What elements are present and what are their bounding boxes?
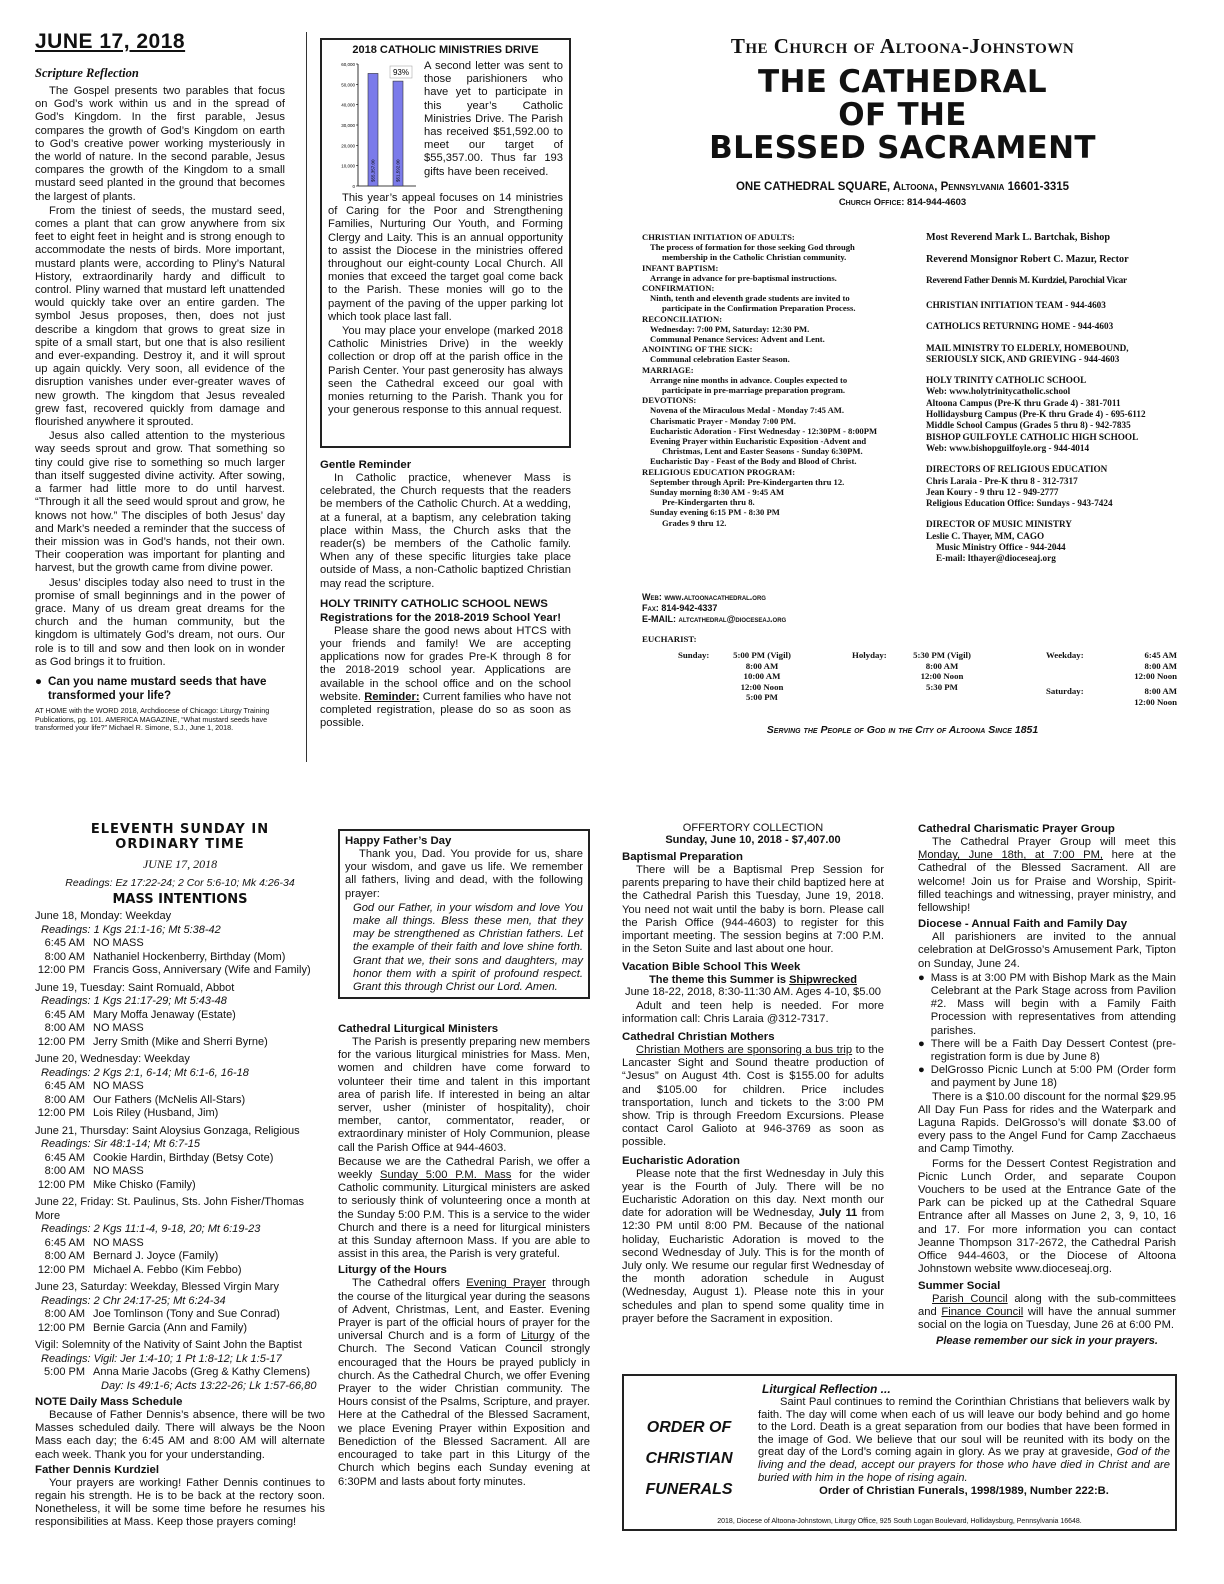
mass-intention-time: 12:00 PM [37,1321,85,1334]
service-line: Sunday evening 6:15 PM - 8:30 PM [650,507,780,518]
mass-intention-name: Joe Tomlinson (Tony and Sue Conrad) [93,1308,280,1320]
contact-line: CHRISTIAN INITIATION TEAM - 944-4603 [926,300,1106,310]
gentle-reminder [320,458,571,731]
htcs-heading: HOLY TRINITY CATHOLIC SCHOOL NEWS [320,597,548,610]
bar-value-label: $55,357.00 [370,159,376,182]
adoration-heading: Eucharistic Adoration [622,1154,740,1167]
mass-day-readings: Readings: 1 Kgs 21:1-16; Mt 5:38-42 [41,923,221,936]
fathers-day-box [338,829,590,999]
bullet-icon: ● [918,1064,925,1077]
mass-intention-time: 8:00 AM [44,1165,85,1177]
mass-day [35,910,325,978]
vbs-help: Adult and teen help is needed. For more information call: Chris Laraia @312-7317. [622,999,884,1025]
service-line: Eucharistic Adoration - First Wednesday - 12:30PM - 8:00PM [650,425,878,436]
ministries-drive-box [320,38,571,448]
summer-social-heading: Summer Social [918,1279,1001,1292]
contact-line: DIRECTOR OF MUSIC MINISTRY [926,519,1072,530]
reflection-heading: Liturgical Reflection ... [762,1382,891,1396]
mass-intention [35,1009,325,1023]
mass-day-readings: Readings: 1 Kgs 21:17-29; Mt 5:43-48 [41,995,227,1007]
y-tick-label: 20,000 [341,143,355,149]
contact-line: BISHOP GUILFOYLE CATHOLIC HIGH SCHOOL [926,431,1139,442]
saturday-label: Saturday: [1046,686,1084,696]
mass-intention-name: Our Fathers (McNelis All-Stars) [93,1093,246,1106]
mass-intention-time: 6:45 AM [44,1236,85,1249]
ministry-contacts [926,300,1206,565]
service-line: membership in the Catholic Christian community. [662,252,847,263]
drive-text: A second letter was sent to those parishioners who have yet to participate in this year’s Catholic Ministries Drive. The Parish has received $51,592.00 to meet our target of $55,357.00. Thus far 193 gifts have been received. [424,60,563,178]
mass-intention-time: 8:00 AM [44,1308,85,1320]
scripture-citation: AT HOME with the WORD 2018, Archdiocese of Chicago: Liturgy Training Publications, pg. 101. AMERICA MAGAZINE, “What mustard seeds have transformed your life?” Michael R. Simone, S.J., June 1, 2018. [35,705,270,733]
family-day-heading: Diocese - Annual Faith and Family Day [918,918,1128,931]
note-text: Because of Father Dennis’s absence, there will be two Masses scheduled daily. There will always be the Noon Mass each day; the 6:45 AM and 8:00 AM will alternate each week. Thank you for your understanding. [35,1409,325,1461]
htcs-text: Please share the good news about HTCS with your friends and family! We are accepting applications now for grades Pre-K through 8 for the 2018-2019 school year. Applications are available in the school office and on the school website. [320,624,571,703]
mass-intention-time: 8:00 AM [44,1093,85,1106]
y-tick-label: 60,000 [341,62,355,67]
bullet-icon: ● [35,674,43,688]
contact-line: Chris Laraia - Pre-K thru 8 - 312-7317 [926,475,1078,486]
service-heading: DEVOTIONS: [642,395,697,406]
cathedral-title: THE CATHEDRAL OF THE BLESSED SACRAMENT [709,64,1096,166]
contact-line: SERIOUSLY SICK, AND GRIEVING - 944-4603 [926,353,1120,364]
baptismal-text: There will be a Baptismal Prep Session for parents preparing to have their child baptized here at the Cathedral Parish this Tuesday, June 19, 2018. You need not wait until the baby is born. Please call the Parish Office (944-4603) to register for this important meeting. The session begins at 7:00 P.M. in the Seton Suite and last about one hour. [622,864,884,956]
mass-intention-name: Michael A. Febbo (Kim Febbo) [93,1263,242,1276]
mass-intention-name: Lois Riley (Husband, Jim) [93,1107,219,1119]
kurdziel-text: Your prayers are working! Father Dennis continues to regain his strength. He is to be back at the rectory soon. Nonetheless, it will be some time before he resumes his responsibilities at Mass. Keep those prayers coming! [35,1476,325,1529]
service-line: Charismatic Prayer - Monday 7:00 PM. [650,415,796,426]
mass-time: 8:00 AM [1144,686,1177,696]
mass-intention [35,951,325,965]
y-tick-label: 10,000 [341,163,355,169]
service-line: Sunday morning 8:30 AM - 9:45 AM [650,487,785,498]
family-day-discount: There is a $10.00 discount for the normal $29.95 All Day Fun Pass for rides and the Waterpark and Laguna Rapids. DelGrosso’s will donate $3.00 of every pass to the Angel Fund for Camp Zacchaeus and Camp Timothy. [918,1090,1176,1156]
service-line: Novena of the Miraculous Medal - Monday 7:45 AM. [650,405,845,416]
mass-time: 12:00 Noon [1134,671,1177,681]
liturgical-ministers-p2: Because we are the Cathedral Parish, we offer a weekly Sunday 5:00 P.M. Mass for the wider Catholic community. Liturgical ministers are asked to seriously think of volunteering once a month at the Sunday 5:00 P.M. This is a service to the wider Church and there is a need for liturgical ministers at this Sunday afternoon Mass. If you are able to assist in this area, the Parish is very grateful. [338,1155,591,1261]
mass-intention [35,1094,325,1108]
mass-day-title: June 22, Friday: St. Paulinus, Sts. John Fisher/Thomas More [35,1196,305,1222]
service-line: participate in pre-marriage preparation program. [662,385,846,396]
service-line: Communal celebration Easter Season. [650,354,790,365]
mass-intention [35,1237,325,1251]
contact-line [926,509,1206,519]
service-line: Evening Prayer within Eucharistic Exposition -Advent and [650,436,867,447]
mass-intention [35,1308,325,1322]
vbs-dates: June 18-22, 2018, 8:30-11:30 AM. Ages 4-10, $5.00 [624,986,882,999]
mass-intention-time: 12:00 PM [37,1263,85,1276]
family-day-text: All parishioners are invited to the annual celebration at DelGrosso’s Amusement Park, Tipton on Sunday, June 24. [918,931,1176,970]
bishop-name: Most Reverend Mark L. Bartchak, Bishop [926,232,1111,243]
drive-appeal: This year’s appeal focuses on 14 ministries of Caring for the Poor and Strengthening Families, Nurturing Our Youth, and Forming Clergy and Laity. This is an annual opportunity to assist the Diocese in the ministries offered throughout our eight-county Local Church. All monies that exceed the target goal come back to the Parish. These monies will go to the payment of the paving of the upper parking lot which took place last fall. You may place your envelope (marked 2018 Catholic Ministries Drive) in the weekly collection or drop off at the parish office in the Parish Center. Your past generosity has always seen the Cathedral exceed our goal with monies returning to the Parish. Thank you for your generous response to this annual request. [328,192,563,417]
vbs-heading: Vacation Bible School This Week [622,961,801,974]
mass-intention-time: 6:45 AM [44,1080,85,1092]
mass-day-readings: Readings: Sir 48:1-14; Mt 6:7-15 [41,1138,200,1150]
service-line: September through April: Pre-Kindergarten thru 12. [650,476,845,487]
order-of-christian-funerals: ORDER OF CHRISTIAN FUNERALS [645,1419,733,1498]
mass-intention-name: Nathaniel Hockenberry, Birthday (Mom) [93,950,286,963]
htcs-reminder-label: Reminder: [364,690,420,703]
vicar-name: Reverend Father Dennis M. Kurdziel, Parochial Vicar [926,276,1127,286]
contact-line [926,333,1206,343]
service-heading: ANOINTING OF THE SICK: [642,344,753,355]
scripture-para: Jesus’ disciples today also need to trust in the promise of small beginnings and in the power of grace. Many of us dream great dreams for the church and the human community, but the kingdom is ultimately God’s dream, not ours. Our role is to till and sow and then look on in wonder as God brings it to fruition. [35,576,285,668]
contact-line: MAIL MINISTRY TO ELDERLY, HOMEBOUND, [926,342,1129,353]
mass-intention [35,1322,325,1336]
offertory-amount: Sunday, June 10, 2018 - $7,407.00 [665,834,841,846]
liturgy-hours-text: The Cathedral offers Evening Prayer through the course of the liturgical year during the seasons of Advent, Christmas, Lent, and Easter. Evening Prayer is part of the official hours of prayer for the universal Church and is a form of Liturgy of the Church. The Second Vatican Council strongly encouraged that the Hours be prayed publicly in church. As the Cathedral Church, we offer Evening Prayer to the wider Christian community. The Hours consist of the Psalms, Scripture, and prayer. Here at the Cathedral of the Blessed Sacrament, we place Evening Prayer within Exposition and Benediction of the Blessed Sacrament. All are encouraged to take part in this Liturgy of the Church which begins each Sunday evening at 6:30PM and lasts about forty minutes. [338,1277,591,1488]
htcs-subheading: Registrations for the 2018-2019 School Year! [320,611,561,624]
mass-intention-name: Bernard J. Joyce (Family) [93,1250,219,1262]
percent-label: 93% [392,68,410,77]
mass-intention-time: 8:00 AM [44,1250,85,1262]
mass-time: 5:30 PM (Vigil) [913,650,971,660]
service-line: Communal Penance Services: Advent and Lent. [650,334,825,345]
church-name: The Church of Altoona-Johnstown [730,34,1075,58]
mass-intention [35,964,325,978]
mass-intention-name: NO MASS [93,1080,144,1092]
mass-intention [35,937,325,951]
mass-intention-time: 12:00 PM [37,1107,85,1119]
mass-intention-name: NO MASS [93,937,144,949]
middle-column [338,1022,590,1490]
mass-intention-name: Jerry Smith (Mike and Sherri Byrne) [93,1035,268,1048]
mass-day [35,1196,325,1277]
contact-line: DIRECTORS OF RELIGIOUS EDUCATION [926,464,1108,475]
htcs-reminder-text: Current families who have not completed registration, please do so as soon as possible. [320,690,572,730]
baptismal-heading: Baptismal Preparation [622,851,743,863]
mass-intention-time: 6:45 AM [44,937,85,949]
date-header: JUNE 17, 2018 [35,30,186,53]
drive-bar-chart [328,60,418,190]
christian-mothers-text: Christian Mothers are sponsoring a bus trip to the Lancaster Sight and Sound theatre production of “Jesus” on August 4th. Cost is $155.00 for adults and $105.00 for children. Price includes transportation, lunch and tickets to the 3:00 PM show. Trip is through Freedom Excursions. Please contact Carol Galioto at 946-3769 as soon as possible. [622,1044,884,1149]
fathers-day-prayer: God our Father, in your wisdom and love You make all things. Bless these men, that they may be strengthened as Christian fathers. Let the example of their faith and love shine forth. Grant that we, their sons and daughters, may honor them with a spirit of profound respect. Grant this through Christ our Lord. Amen. [353,901,583,994]
mass-intention [35,1036,325,1050]
contact-line: Middle School Campus (Grades 5 thru 8) - 942-7835 [926,420,1131,431]
right-column [918,822,1176,1347]
charismatic-heading: Cathedral Charismatic Prayer Group [918,823,1115,835]
mass-intention [35,1165,325,1179]
mass-time: 8:00 AM [1144,660,1177,671]
bullet-text: There will be a Faith Day Dessert Contest (pre-registration form is due by June 8) [930,1037,1176,1064]
contact-line: HOLY TRINITY CATHOLIC SCHOOL [926,375,1087,386]
bullet-icon: ● [918,971,925,984]
service-line: Grades 9 thru 12. [662,517,727,528]
bullet-icon: ● [918,1037,925,1050]
adoration-text: Please note that the first Wednesday in July this year is the Fourth of July. There will be no Eucharistic Adoration on this day. Next month our date for adoration will be Wednesday, July 11 from 12:30 PM until 8:00 PM. Because of the national holiday, Eucharistic Adoration is moved to the second Wednesday of July. This is for the month of July only. We resume our regular first Wednesday of the month adoration schedule in August (Wednesday, August 1). Please note this in your schedules and plan to spend some quality time in prayer before the Sacrament in exposition. [622,1167,885,1325]
weekday-label: Weekday: [1046,650,1084,660]
mass-day-title: June 23, Saturday: Weekday, Blessed Virgin Mary [35,1281,279,1293]
mass-day [35,1053,325,1121]
vbs-theme: The theme this Summer is Shipwrecked [649,974,857,987]
service-heading: INFANT BAPTISM: [642,262,719,273]
serving-since: Serving the People of God in the City of Altoona Since 1851 [766,724,1039,736]
reflection-footer: 2018, Diocese of Altoona-Johnstown, Liturgy Office, 925 South Logan Boulevard, Hollidaysburg, Pennsylvania 16648. [717,1518,1082,1525]
contact-line [926,311,1206,321]
contact-line: Religious Education Office: Sundays - 943-7424 [926,498,1113,509]
mass-column [35,822,325,1531]
liturgical-reflection-box [622,1374,1177,1531]
mass-intention [35,1250,325,1264]
mass-time: 8:00 AM [925,660,959,671]
mass-day-title: June 19, Tuesday: Saint Romuald, Abbot [35,981,235,994]
service-line: Arrange in advance for pre-baptismal instructions. [650,272,837,283]
mass-intention-time: 6:45 AM [44,1008,85,1021]
family-day-bullet [918,1038,1176,1064]
mass-time: 5:00 PM (Vigil) [733,650,791,660]
mass-day [35,1281,325,1335]
service-heading: CHRISTIAN INITIATION OF ADULTS: [642,232,795,242]
mass-intention [35,1152,325,1166]
service-heading: RECONCILIATION: [642,313,723,324]
mass-title: ELEVENTH SUNDAY IN ORDINARY TIME [90,822,270,852]
drive-title: 2018 CATHOLIC MINISTRIES DRIVE [352,44,539,56]
mass-date: JUNE 17, 2018 [142,857,218,871]
mass-day-title: June 20, Wednesday: Weekday [35,1053,190,1065]
weekday-times [1097,650,1177,682]
mass-day [35,982,325,1050]
christian-mothers-heading: Cathedral Christian Mothers [622,1031,775,1044]
mass-readings: Readings: Ez 17:22-24; 2 Cor 5:6-10; Mk 4:26-34 [65,877,295,889]
mass-time: 6:45 AM [1144,650,1177,660]
service-heading: RELIGIOUS EDUCATION PROGRAM: [642,466,796,477]
mass-intention-time: 12:00 PM [37,1178,85,1191]
mass-intentions-title: MASS INTENTIONS [112,892,248,907]
family-day-bullets [918,972,1176,1091]
service-line: Arrange nine months in advance. Couples expected to [650,374,848,385]
mass-time: 12:00 Noon [920,671,964,681]
mass-time: 5:30 PM [925,681,958,692]
mass-intentions-list [35,910,325,1335]
scripture-question: ● Can you name mustard seeds that have transformed your life? [35,674,267,702]
sunday-label: Sunday: [678,650,710,660]
services-list [642,232,917,528]
holyday-label: Holyday: [852,650,887,660]
mass-intention [35,1179,325,1193]
contact-line: CATHOLICS RETURNING HOME - 944-4603 [926,321,1114,332]
service-line: Christmas, Lent and Easter Seasons - Sunday 6:30PM. [662,446,863,457]
liturgy-hours-heading: Liturgy of the Hours [338,1264,447,1277]
mass-intention-name: Mike Chisko (Family) [93,1178,196,1191]
mass-time: 5:00 PM [745,692,778,702]
y-tick-label: 0 [352,184,355,189]
mass-intention-time: 6:45 AM [44,1151,85,1164]
contact-line: Leslie C. Thayer, MM, CAGO [926,530,1045,541]
mass-intention-time: 8:00 AM [44,950,85,963]
contact-line: Web: www.bishopguilfoyle.org - 944-4014 [926,442,1090,453]
service-line: Ninth, tenth and eleventh grade students are invited to [650,293,850,304]
contact-info [642,592,786,624]
mass-intention-time: 12:00 PM [37,1035,85,1048]
charismatic-text: The Cathedral Prayer Group will meet this Monday, June 18th, at 7:00 PM, here at the Cathedral of the Blessed Sacrament. All are welcome! Join us for Praise and Worship, Spirit-filled teachings and witnessing, prayer ministry, and fellowship! [918,836,1176,915]
saturday-times [1097,686,1177,707]
mass-day-title: June 21, Thursday: Saint Aloysius Gonzaga, Religious [35,1124,300,1137]
family-day-bullet [918,972,1176,1038]
fax-number: Fax: 814-942-4337 [642,602,718,613]
mass-day [35,1125,325,1193]
contact-line [926,365,1206,375]
fathers-day-heading: Happy Father’s Day [345,835,452,847]
mass-intention-name: NO MASS [93,1165,144,1177]
mass-day-readings: Readings: 2 Kgs 2:1, 6-14; Mt 6:1-6, 16-18 [41,1066,249,1079]
mass-intention-name: Cookie Hardin, Birthday (Betsy Cote) [93,1151,274,1164]
mass-intention-time: 12:00 PM [37,964,85,976]
mass-intention-name: NO MASS [93,1236,144,1249]
service-line: Eucharistic Day - Feast of the Body and Blood of Christ. [650,456,857,467]
mass-time: 10:00 AM [743,671,781,681]
email-link[interactable]: E-MAIL: altcathedral@dioceseaj.org [642,613,787,624]
bar-value-label: $51,592.00 [395,159,401,182]
scripture-text [35,85,285,733]
service-heading: CONFIRMATION: [642,283,715,294]
rector-name: Reverend Monsignor Robert C. Mazur, Rector [926,254,1129,265]
liturgical-ministers-heading: Cathedral Liturgical Ministers [338,1023,499,1035]
mass-intention-name: Mary Moffa Jenaway (Estate) [93,1008,236,1021]
mass-intention [35,1080,325,1094]
contact-line: E-mail: lthayer@dioceseaj.org [936,553,1056,564]
contact-line: Jean Koury - 9 thru 12 - 949-2777 [926,486,1059,497]
mass-time: 8:00 AM [745,660,779,671]
mass-intention [35,1264,325,1278]
bullet-text: DelGrosso Picnic Lunch at 5:00 PM (Order form and payment by June 18) [930,1064,1176,1090]
eucharist-label: EUCHARIST: [642,634,697,644]
family-day-bullet [918,1064,1176,1090]
church-office-phone: Church Office: 814-944-4603 [838,197,967,208]
summer-social-text: Parish Council along with the sub-committees and Finance Council will have the annual summer social on the logia on Tuesday, June 26 at 6:00 PM. [918,1292,1177,1331]
sick-prayer-note: Please remember our sick in your prayers. [936,1335,1158,1348]
church-address: ONE CATHEDRAL SQUARE, Altoona, Pennsylvania 16601-3315 [735,181,1070,193]
bullet-text: Mass is at 3:00 PM with Bishop Mark as the Main Celebrant at the Park Stage across from Pavilion #2. Mass will begin with a Family Faith Procession with representatives from attending parishes. [930,971,1176,1037]
offertory-column [622,822,884,1327]
y-tick-label: 30,000 [341,123,355,128]
web-link[interactable]: Web: www.altoonacathedral.org [642,592,766,602]
mass-intention [35,1022,325,1036]
contact-line: Altoona Campus (Pre-K thru Grade 4) - 381-7011 [926,397,1121,408]
fathers-day-text: Thank you, Dad. You provide for us, share your wisdom, and gave us life. We remember all fathers, living and dead, with the following prayer: [345,848,583,900]
mass-intention-name: NO MASS [93,1022,144,1034]
offertory-title: OFFERTORY COLLECTION [682,822,824,834]
mass-time: 12:00 Noon [740,681,784,692]
gentle-reminder-text: In Catholic practice, whenever Mass is celebrated, the Church requests that the readers be members of the Catholic Church. At a wedding, at a funeral, at a baptism, any celebration taking place within Mass, the Church asks that the reader(s) be members of the Catholic family. When any of these specific liturgies take place outside of Mass, a non-Catholic baptized Christian may read the scripture. [320,472,571,590]
mass-day-readings: Readings: 2 Chr 24:17-25; Mt 6:24-34 [41,1294,226,1307]
contact-line: Web: www.holytrinitycatholic.school [926,386,1071,397]
service-heading: MARRIAGE: [642,364,694,375]
service-line: The process of formation for those seeking God through [650,242,855,253]
family-day-forms: Forms for the Dessert Contest Registration and Picnic Lunch Order, and separate Coupon Vouchers to be used at the Entrance Gate of the Park can be picked up at the Cathedral Square Entrance after all Masses on June 2, 3, 9, 10, 16 and 17. For more information you can contact Jeanne Thompson 317-2672, the Cathedral Parish Office 944-4603, or the Diocese of Altoona Johnstown website www.dioceseaj.org. [918,1157,1176,1276]
service-line: Pre-Kindergarten thru 8. [662,497,755,508]
gentle-reminder-heading: Gentle Reminder [320,459,412,471]
mass-intention-name: Bernie Garcia (Ann and Family) [93,1321,248,1334]
mass-intention-name: Francis Goss, Anniversary (Wife and Family) [93,964,311,976]
contact-line: Music Ministry Office - 944-2044 [936,542,1066,553]
mass-intention [35,1107,325,1121]
service-line: participate in the Confirmation Preparation Process. [662,303,856,314]
mass-intention-time: 8:00 AM [44,1022,85,1034]
kurdziel-heading: Father Dennis Kurdziel [35,1463,160,1476]
reflection-text: Saint Paul continues to remind the Corinthian Christians that believers walk by faith. The day will come when each of us will leave our body behind and go home to the Lord. Death is a great separation from our bodies that have been formed in the image of God. We believe that our soul will be reunited with its body on the great day of the Lord’s coming again in glory. As we pray at graveside, God of the living and the dead, accept our prayers for those who have died in Christ and are buried with him in the hope of rising again. Order of Christian Funerals, 1998/1989, Number 222:B. [758,1396,1171,1498]
liturgical-ministers-p1: The Parish is presently preparing new members for the various liturgical ministries for Mass. Men, women and children have come forward to volunteer their time and talent in this important area of parish life. If interested in being an altar server, usher (minister of hospitality), choir member, cantor, commentator, reader, or extraordinary minister of Holy Communion, please call the Parish Office at 944-4603. [338,1036,590,1154]
y-tick-label: 50,000 [341,82,355,88]
holyday-times [902,650,982,692]
contact-line: Hollidaysburg Campus (Pre-K thru Grade 4) - 695-6112 [926,409,1146,420]
scripture-para: The Gospel presents two parables that focus on God’s work within us and in the spread of God’s Kingdom. In the first parable, Jesus compares the growth of God’s Kingdom on earth to God’s creative power working mysteriously in the world of nature. In the second parable, Jesus compares the growth of the Kingdom to a small mustard seed planted in the ground that becomes the largest of plants. [35,85,285,203]
contact-line [926,454,1206,464]
vigil-block: Vigil: Solemnity of the Nativity of Saint John the Baptist Readings: Vigil: Jer 1:4-10; 1 Pt 1:8-12; Lk 1:5-17 5:00 PM Anna Marie Jacobs (Greg & Kathy Clemens) Day: Is 49:1-6; Acts 13:22-26; Lk 1:57-66,80 [35,1339,317,1392]
scripture-para: From the tiniest of seeds, the mustard seed, comes a plant that can grow anywhere from six feet to eight feet in height and is strong enough to accommodate the nests of birds. More important, mustard plants were, according to Pliny’s Natural History, extraordinarily hardy and difficult to control. Pliny warned that mustard left unattended would quickly take over an entire garden. The symbol Jesus proposes, then, does not just describe a kingdom that grows to great size in spite of a small start, but one that is also resilient and ever-expanding. Destroy it, and it will sprout up again quickly. Very soon, all evidence of the disruption vanishes under ever-greater waves of new growth. The kingdom that Jesus revealed grew fast, recovered quickly from damage and flourished anywhere it sprouted. [35,204,285,429]
sunday-times [722,650,802,703]
column-divider [306,32,307,762]
mass-day-readings: Readings: 2 Kgs 11:1-4, 9-18, 20; Mt 6:19-23 [41,1223,261,1235]
mass-day-title: June 18, Monday: Weekday [35,910,172,922]
clergy-list [926,232,1206,565]
scripture-heading: Scripture Reflection [35,66,139,80]
note-heading: NOTE Daily Mass Schedule [35,1396,183,1408]
scripture-para: Jesus also called attention to the mysterious way seeds sprout and grow. That something so tiny could give rise to something so much larger than itself suggested divine activity. After sowing, a farmer had little more to do until harvest. “Through it all the seed would sprout and grow, he knows not how.” The disciples of both Jesus’ day and Mark’s needed a reminder that the success of their mission was in God’s hands, not their own. Their cooperation was important for planting and harvest, but the growth came from divine power. [35,430,285,575]
service-line: Wednesday: 7:00 PM, Saturday: 12:30 PM. [650,323,810,334]
mass-time: 12:00 Noon [1134,696,1177,707]
y-tick-label: 40,000 [341,102,355,108]
